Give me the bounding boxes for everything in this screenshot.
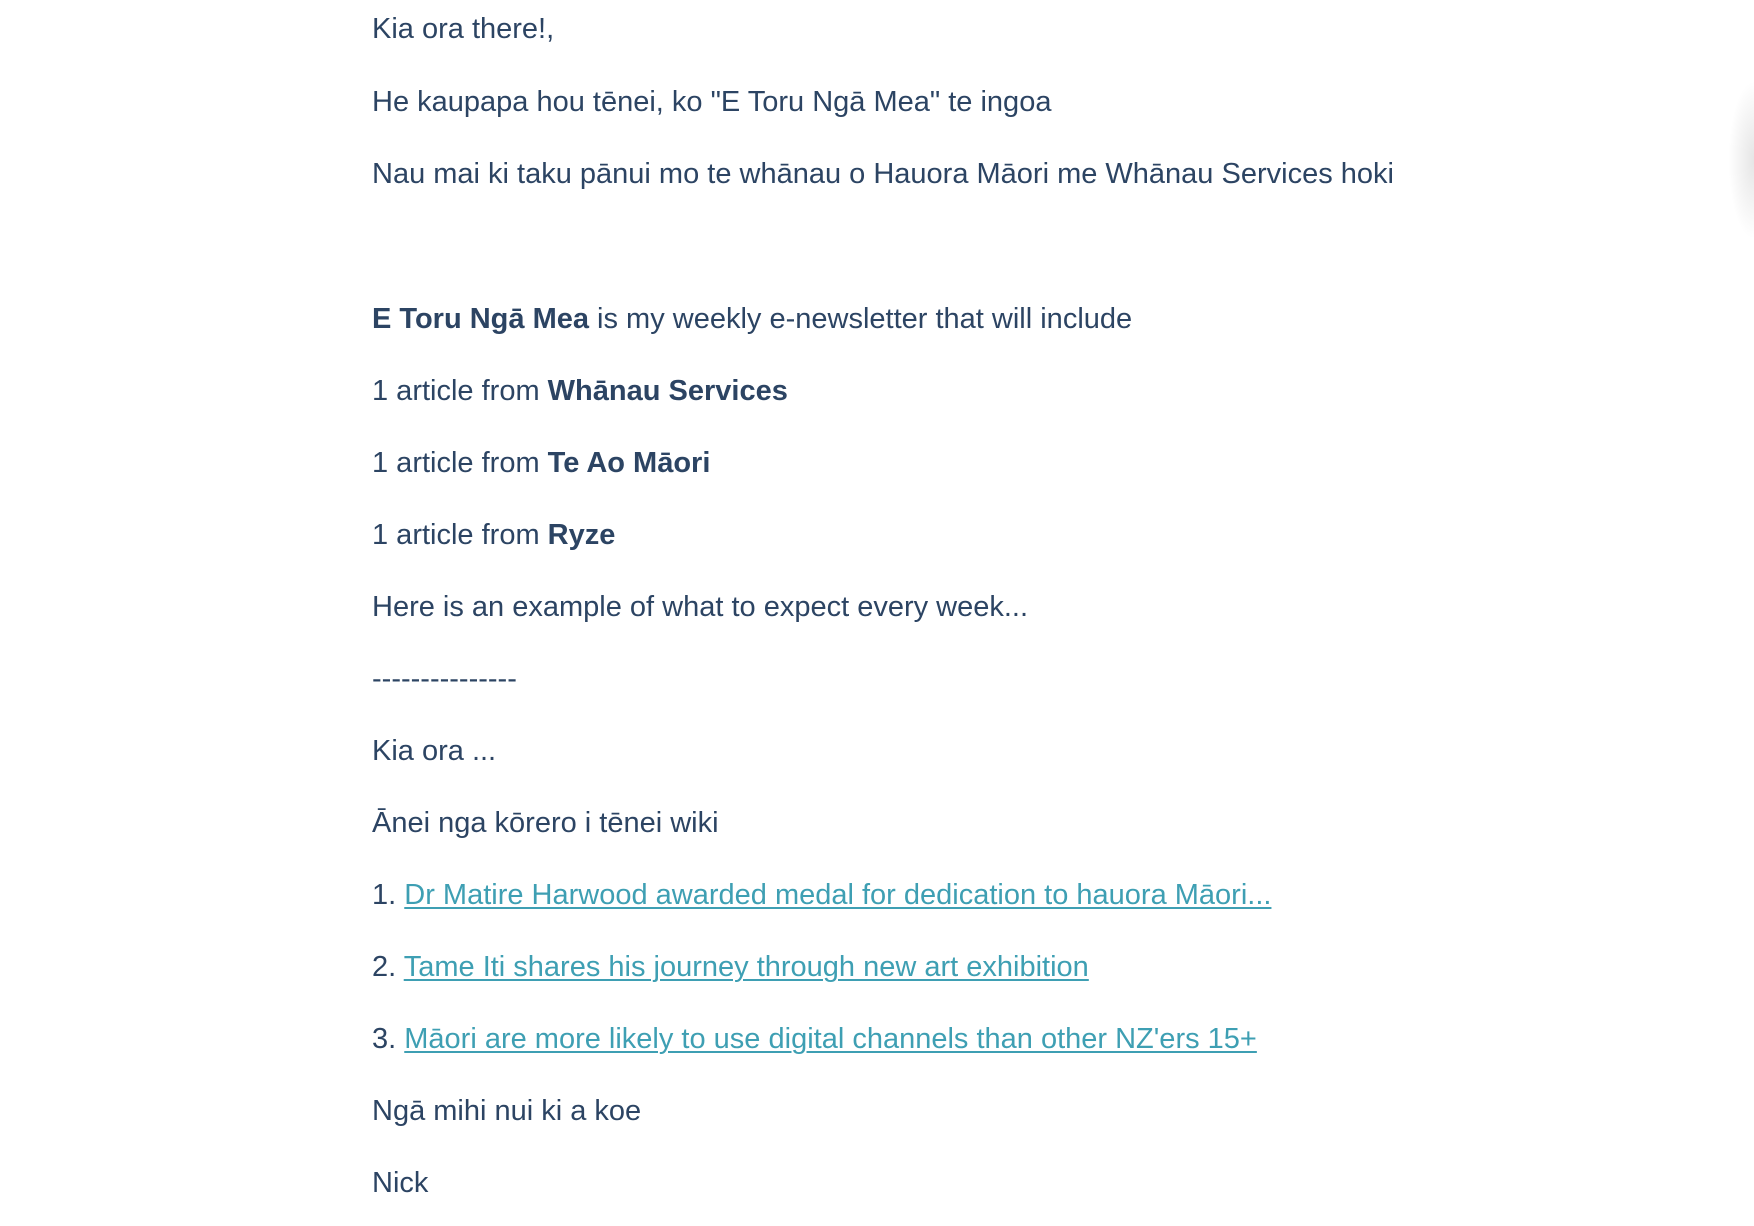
newsletter-name: E Toru Ngā Mea bbox=[372, 303, 589, 335]
story-link-2[interactable]: Tame Iti shares his journey through new art exhibition bbox=[403, 951, 1089, 983]
welcome-line: Nau mai ki taku pānui mo te whānau o Hauora Māori me Whānau Services hoki bbox=[372, 158, 1394, 190]
article-source: Whānau Services bbox=[547, 375, 788, 407]
signature: Nick bbox=[372, 1167, 429, 1199]
story-item bbox=[372, 950, 1089, 984]
greeting: Kia ora there!, bbox=[372, 13, 555, 45]
article-prefix: 1 article from bbox=[372, 375, 548, 407]
article-source-item bbox=[372, 518, 615, 552]
story-item bbox=[372, 878, 1271, 912]
newsletter-description bbox=[372, 302, 1132, 336]
story-link-3[interactable]: Māori are more likely to use digital channels than other NZ'ers 15+ bbox=[404, 1023, 1257, 1055]
newsletter-desc-text: is my weekly e-newsletter that will include bbox=[589, 303, 1133, 335]
story-number: 2. bbox=[372, 951, 404, 983]
article-source: Te Ao Māori bbox=[547, 447, 711, 479]
story-item bbox=[372, 1022, 1257, 1056]
article-source-item bbox=[372, 446, 710, 480]
signoff: Ngā mihi nui ki a koe bbox=[372, 1095, 642, 1127]
intro-line: He kaupapa hou tēnei, ko "E Toru Ngā Mea" te ingoa bbox=[372, 86, 1052, 118]
article-prefix: 1 article from bbox=[372, 447, 548, 479]
example-intro: Here is an example of what to expect every week... bbox=[372, 591, 1029, 623]
story-number: 1. bbox=[372, 879, 405, 911]
article-source: Ryze bbox=[547, 519, 616, 551]
stories-intro: Ānei nga kōrero i tēnei wiki bbox=[372, 807, 719, 839]
window-edge-shadow bbox=[1728, 80, 1754, 240]
story-link-1[interactable]: Dr Matire Harwood awarded medal for dedication to hauora Māori... bbox=[404, 879, 1272, 911]
divider: --------------- bbox=[372, 663, 517, 695]
example-greeting: Kia ora ... bbox=[372, 735, 497, 767]
story-number: 3. bbox=[372, 1023, 405, 1055]
article-prefix: 1 article from bbox=[372, 519, 548, 551]
article-source-item bbox=[372, 374, 788, 408]
